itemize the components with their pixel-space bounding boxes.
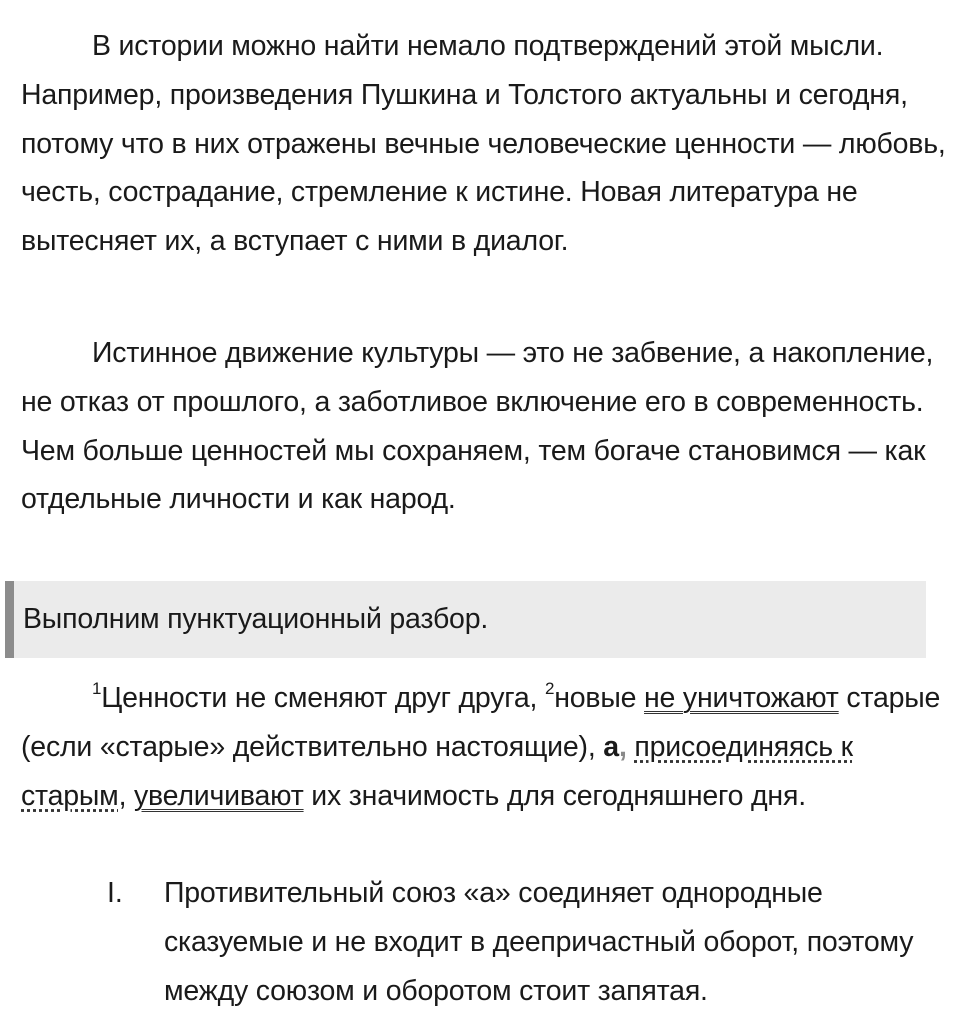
- predicate-1: не уничтожают: [644, 682, 839, 714]
- adverbial-participle-phrase: присоединяясь к старым: [21, 730, 853, 812]
- paragraph-culture: Истинное движение культуры — это не забвение, а накопление, не отказ от прошлого, а заботливое включение его в современность. Чем больше ценностей мы сохраняем, тем богаче становимся — как отдельные личности и как народ.: [21, 337, 934, 516]
- clause-number-1: 1: [92, 678, 102, 698]
- sentence-part-4: ,: [118, 779, 134, 812]
- predicate-2: увеличивают: [134, 779, 304, 812]
- highlighted-comma: ,: [618, 730, 627, 763]
- callout-text: Выполним пунктуационный разбор.: [23, 603, 489, 635]
- sentence-part-5: их значимость для сегодняшнего дня.: [303, 779, 806, 812]
- list-item-text: Противительный союз «а» соединяет однородные сказуемые и не входит в деепричастный оборот, поэтому между союзом и оборотом стоит запятая.: [164, 877, 914, 1007]
- paragraph-history: В истории можно найти немало подтверждений этой мысли. Например, произведения Пушкина и Толстого актуальны и сегодня, потому что в них отражены вечные человеческие ценности — любовь, честь, сострадание, стремление к истине. Новая литература не вытесняет их, а вступает с ними в диалог.: [21, 30, 946, 258]
- callout-block: [5, 581, 926, 658]
- conjunction-a: а: [603, 730, 619, 763]
- list-marker: I.: [107, 877, 123, 909]
- sentence-part-1: Ценности не сменяют друг друга,: [101, 682, 545, 714]
- clause-number-2: 2: [544, 678, 555, 698]
- analyzed-sentence: [21, 674, 951, 820]
- sentence-part-2: новые: [554, 682, 645, 714]
- sentence-part-3: старые (если «старые» действительно настоящие),: [21, 682, 941, 763]
